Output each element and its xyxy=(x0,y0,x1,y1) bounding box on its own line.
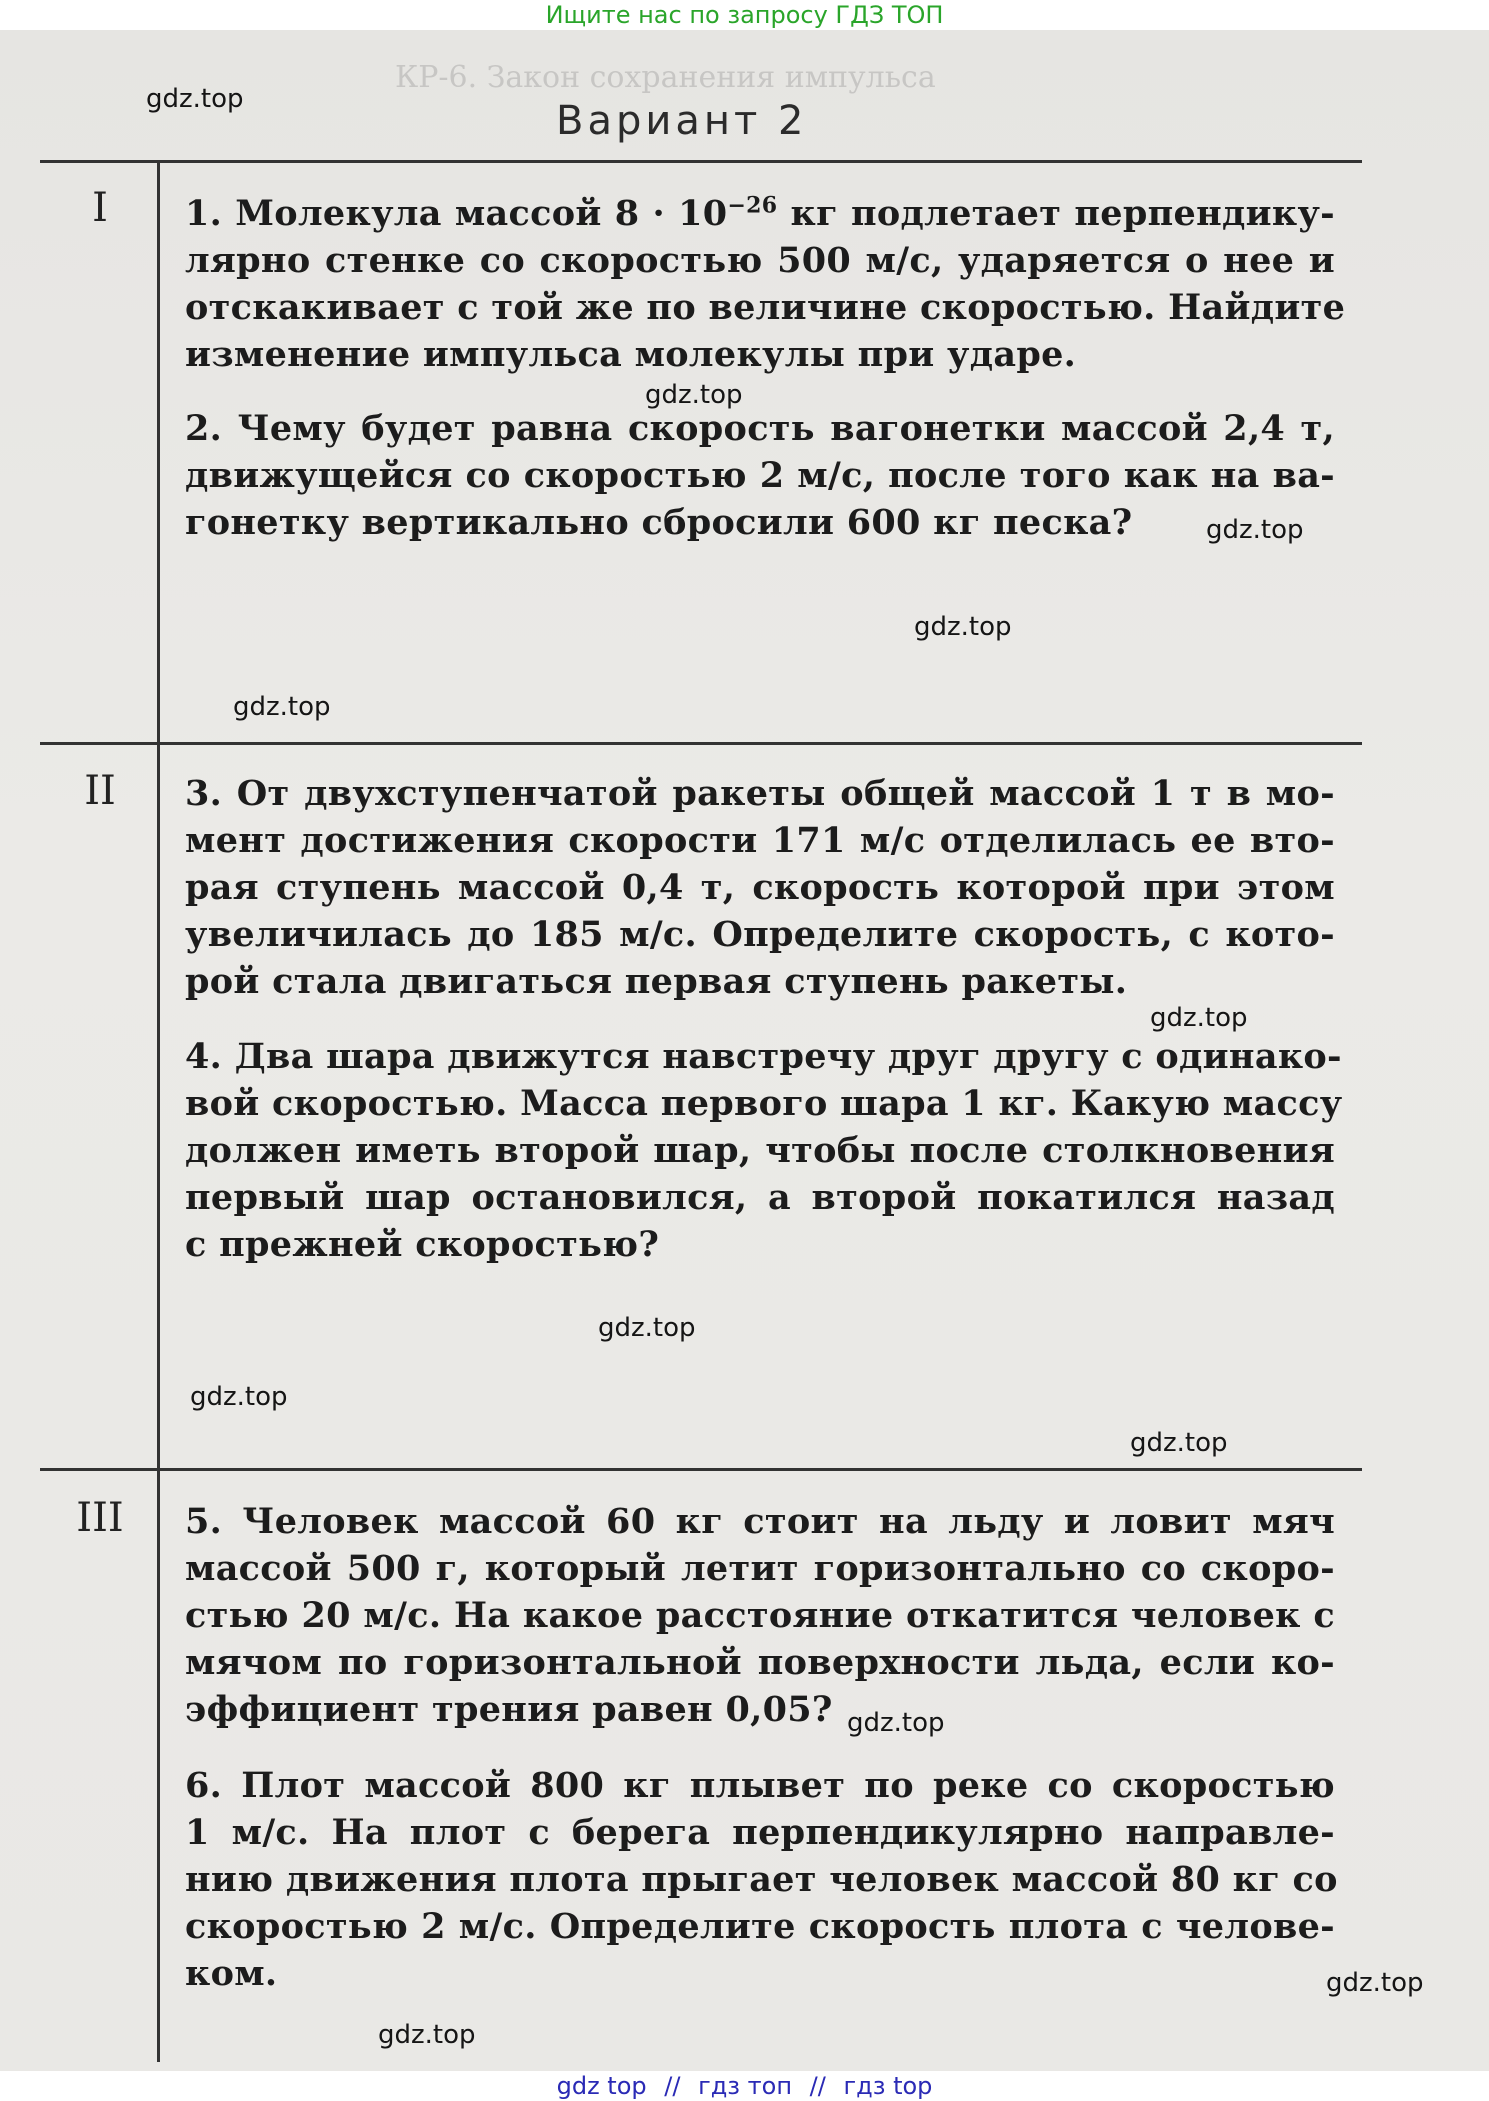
watermark: gdz.top xyxy=(914,612,1012,642)
task-2-line-2: движущейся со скоростью 2 м/с, после того как на ва- xyxy=(185,455,1335,496)
watermark: gdz.top xyxy=(233,692,331,722)
task-3-line-4: увеличилась до 185 м/с. Определите скорость, с кото- xyxy=(185,914,1335,955)
bottom-banner-separator: // xyxy=(809,2072,826,2100)
task-1-line-1: 1. Молекула массой $8 \cdot 10^{-26}$ кг подлетает перпендику- xyxy=(185,192,1335,234)
task-4-line-3: должен иметь второй шар, чтобы после столкновения xyxy=(185,1130,1335,1171)
bottom-banner[interactable] xyxy=(0,2071,1489,2101)
watermark: gdz.top xyxy=(1150,1003,1248,1033)
watermark: gdz.top xyxy=(847,1708,945,1738)
watermark: gdz.top xyxy=(1130,1428,1228,1458)
top-banner-link[interactable]: Ищите нас по запросу ГДЗ ТОП xyxy=(545,1,944,29)
section-divider-1 xyxy=(40,742,1362,745)
task-4-line-1: 4. Два шара движутся навстречу друг другу с одинако- xyxy=(185,1036,1342,1077)
watermark: gdz.top xyxy=(190,1382,288,1412)
bottom-banner-separator: // xyxy=(664,2072,681,2100)
section-divider-2 xyxy=(40,1468,1362,1471)
section-label-3: III xyxy=(76,1495,124,1541)
task-2 xyxy=(185,405,1335,546)
task-6-line-1: 6. Плот массой 800 кг плывет по реке со скоростью xyxy=(185,1765,1335,1806)
watermark: gdz.top xyxy=(1326,1968,1424,1998)
task-3-line-1: 3. От двухступенчатой ракеты общей массой 1 т в мо- xyxy=(185,773,1335,814)
task-4-line-2: вой скоростью. Масса первого шара 1 кг. Какую массу xyxy=(185,1083,1343,1124)
task-4-line-4: первый шар остановился, а второй покатился назад xyxy=(185,1177,1335,1218)
task-5-line-5: эффициент трения равен 0,05? xyxy=(185,1689,833,1730)
watermark: gdz.top xyxy=(146,84,244,114)
task-6-line-3: нию движения плота прыгает человек массой 80 кг со xyxy=(185,1859,1338,1900)
task-5-line-2: массой 500 г, который летит горизонтально со скоро- xyxy=(185,1548,1335,1589)
watermark: gdz.top xyxy=(378,2020,476,2050)
task-5 xyxy=(185,1498,1335,1733)
variant-title: Вариант 2 xyxy=(556,98,808,144)
top-banner[interactable] xyxy=(0,0,1489,30)
watermark: gdz.top xyxy=(1206,515,1304,545)
watermark: gdz.top xyxy=(598,1313,696,1343)
task-3 xyxy=(185,770,1335,1005)
task-5-line-3: стью 20 м/с. На какое расстояние откатится человек с xyxy=(185,1595,1335,1636)
task-1 xyxy=(185,190,1346,378)
task-1-line-2: лярно стенке со скоростью 500 м/с, ударяется о нее и xyxy=(185,240,1335,281)
section-label-2: II xyxy=(84,768,116,814)
task-6-line-5: ком. xyxy=(185,1953,278,1994)
bottom-banner-link-2[interactable]: гдз топ xyxy=(698,2072,793,2100)
bottom-banner-link-1[interactable]: gdz top xyxy=(556,2072,647,2100)
bleed-through-header: КР-6. Закон сохранения импульса xyxy=(395,60,936,95)
task-3-line-2: мент достижения скорости 171 м/с отделилась ее вто- xyxy=(185,820,1335,861)
task-6 xyxy=(185,1762,1338,1997)
task-4 xyxy=(185,1033,1343,1268)
task-6-line-2: 1 м/с. На плот с берега перпендикулярно направле- xyxy=(185,1812,1335,1853)
table-column-rule xyxy=(157,162,160,2062)
task-5-line-1: 5. Человек массой 60 кг стоит на льду и ловит мяч xyxy=(185,1501,1335,1542)
bottom-banner-link-3[interactable]: гдз top xyxy=(843,2072,933,2100)
task-4-line-5: с прежней скоростью? xyxy=(185,1224,660,1265)
task-6-line-4: скоростью 2 м/с. Определите скорость плота с челове- xyxy=(185,1906,1335,1947)
task-1-line-3: отскакивает с той же по величине скоростью. Найдите xyxy=(185,287,1346,328)
task-2-line-3: гонетку вертикально сбросили 600 кг песка? xyxy=(185,502,1133,543)
task-3-line-3: рая ступень массой 0,4 т, скорость которой при этом xyxy=(185,867,1335,908)
task-1-line-4: изменение импульса молекулы при ударе. xyxy=(185,334,1077,375)
task-3-line-5: рой стала двигаться первая ступень ракеты. xyxy=(185,961,1128,1002)
section-label-1: I xyxy=(92,185,108,231)
table-top-rule xyxy=(40,160,1362,163)
watermark: gdz.top xyxy=(645,380,743,410)
task-5-line-4: мячом по горизонтальной поверхности льда, если ко- xyxy=(185,1642,1335,1683)
task-2-line-1: 2. Чему будет равна скорость вагонетки массой 2,4 т, xyxy=(185,408,1335,449)
